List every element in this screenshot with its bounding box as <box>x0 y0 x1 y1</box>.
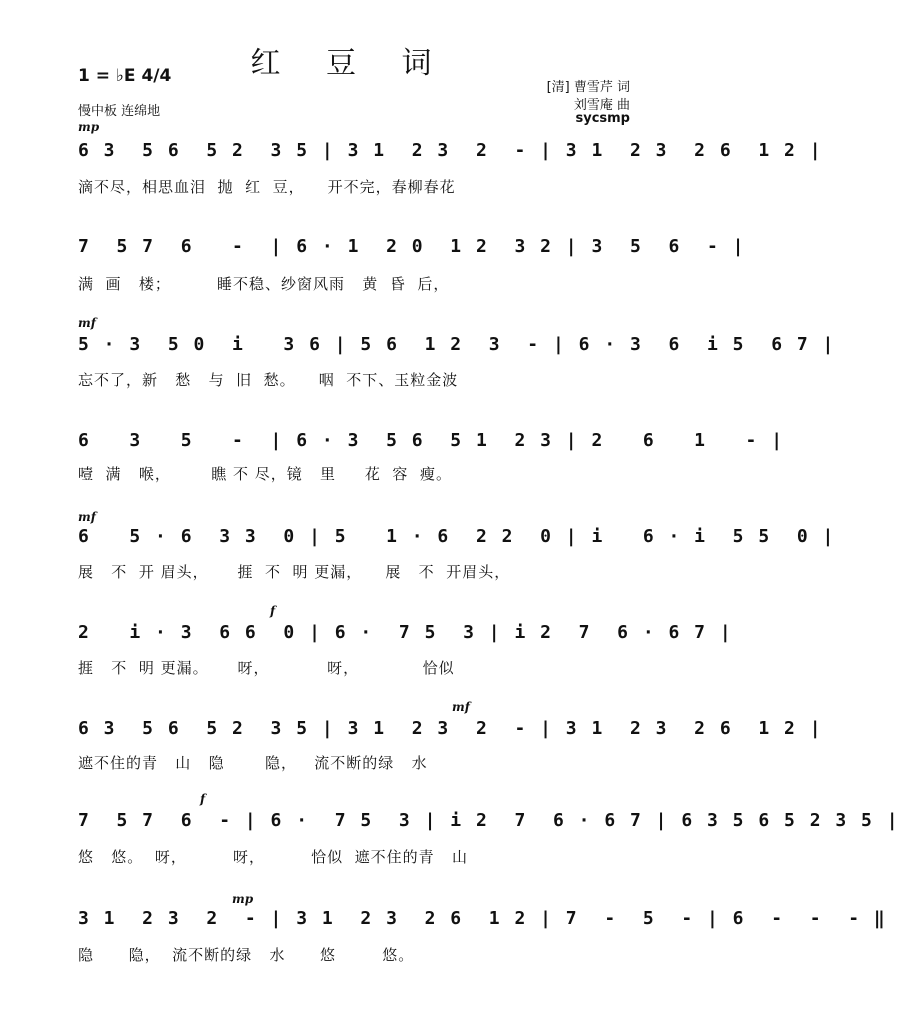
lyrics-line: 隐 隐， 流不断的绿 水 悠 悠。 <box>78 946 415 964</box>
arranger-credit: sycsmp <box>575 111 630 126</box>
lyrics-line: 噎 满 喉， 瞧 不 尽，镜 里 花 容 瘦。 <box>78 465 452 483</box>
lyrics-line: 捱 不 明 更漏。 呀， 呀， 恰似 <box>78 659 455 677</box>
dynamic-mark: mf <box>452 700 470 714</box>
lyrics-line: 展 不 开 眉头， 捱 不 明 更漏， 展 不 开眉头， <box>78 563 511 581</box>
dynamic-mark: f <box>200 792 206 806</box>
lyrics-line: 遮不住的青 山 隐 隐， 流不断的绿 水 <box>78 754 428 772</box>
lyrics-line: 悠 悠。 呀， 呀， 恰似 遮不住的青 山 <box>78 848 468 866</box>
dynamic-mark: mp <box>78 120 100 134</box>
key-signature: 1 = ♭E 4/4 <box>78 66 172 86</box>
notation-line: 6 3 5 6 5 2 3 5 | 3 1 2 3 2 - | 3 1 2 3 2 6 1 2 | <box>78 718 823 739</box>
composer-credit: 刘雪庵 曲 <box>573 98 630 113</box>
notation-line: 5 · 3 5 0 i 3 6 | 5 6 1 2 3 - | 6 · 3 6 i 5 6 7 | <box>78 334 836 355</box>
song-title: 红 豆 词 <box>250 46 450 81</box>
dynamic-mark: mp <box>232 892 254 906</box>
dynamic-mark: mf <box>78 510 96 524</box>
lyrics-line: 满 画 楼； 睡不稳、纱窗风雨 黄 昏 后， <box>78 275 450 293</box>
lyrics-line: 滴不尽，相思血泪 抛 红 豆， 开不完，春柳春花 <box>78 178 456 196</box>
lyricist-credit: [清] 曹雪芹 词 <box>546 80 630 95</box>
notation-line: 6 3 5 - | 6 · 3 5 6 5 1 2 3 | 2 6 1 - | <box>78 430 785 451</box>
notation-line: 2 i · 3 6 6 0 | 6 · 7 5 3 | i 2 7 6 · 6 7 | <box>78 622 733 643</box>
dynamic-mark: f <box>270 604 276 618</box>
notation-line: 6 3 5 6 5 2 3 5 | 3 1 2 3 2 - | 3 1 2 3 2 6 1 2 | <box>78 140 823 161</box>
notation-line: 7 5 7 6 - | 6 · 7 5 3 | i 2 7 6 · 6 7 | 6 3 5 6 5 2 3 5 | <box>78 810 900 831</box>
tempo-marking: 慢中板 连绵地 <box>78 104 161 119</box>
notation-line: 7 5 7 6 - | 6 · 1 2 0 1 2 3 2 | 3 5 6 - | <box>78 236 746 257</box>
notation-line: 3 1 2 3 2 - | 3 1 2 3 2 6 1 2 | 7 - 5 - | 6 - - - ‖ <box>78 908 887 929</box>
lyrics-line: 忘不了，新 愁 与 旧 愁。 咽 不下、玉粒金波 <box>78 371 459 389</box>
dynamic-mark: mf <box>78 316 96 330</box>
notation-line: 6 5 · 6 3 3 0 | 5 1 · 6 2 2 0 | i 6 · i 5 5 0 | <box>78 526 836 547</box>
